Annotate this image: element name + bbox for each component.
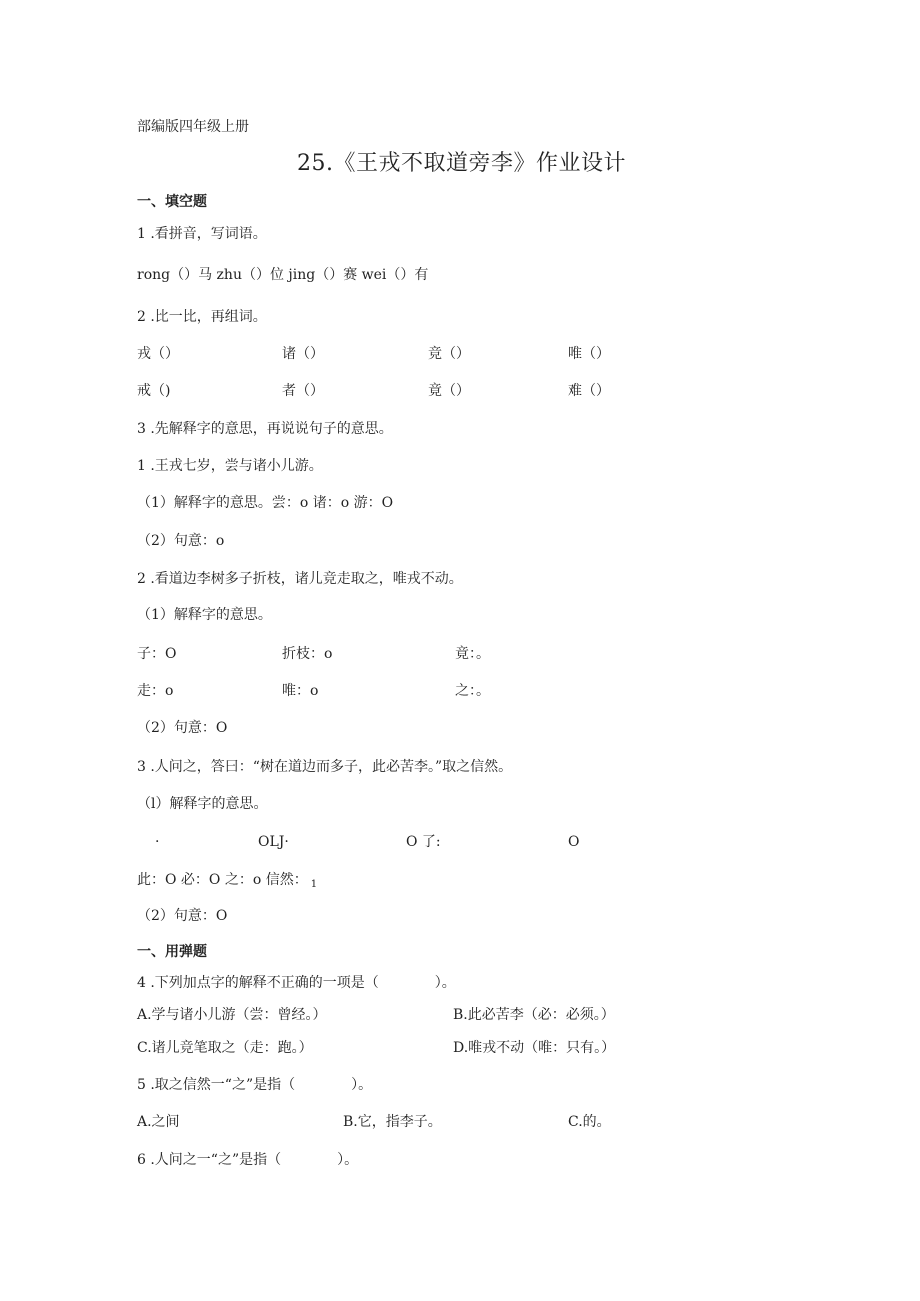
question-6-prompt: 6 .人问之一“之”是指（ ）。	[137, 1152, 359, 1168]
grade-label: 部编版四年级上册	[137, 119, 249, 135]
q3-s1-meaning: （2）句意：o	[137, 533, 225, 549]
q3-s3-word: OLJ·	[258, 834, 289, 850]
q3-sentence-2: 2 .看道边李树多子折枝，诸儿竞走取之，唯戎不动。	[137, 571, 463, 587]
q3-s2-explain: （1）解释字的意思。	[137, 607, 272, 623]
section-heading-choice: 一、用弹题	[137, 943, 207, 959]
q3-s2-word: 子：O	[137, 646, 177, 662]
q3-s2-meaning: （2）句意：O	[137, 720, 228, 736]
option-a: A.学与诸小儿游（尝：曾经。）	[137, 1007, 327, 1023]
section-heading-fill-blank: 一、填空题	[137, 193, 207, 209]
question-2-prompt: 2 .比一比，再组词。	[137, 309, 267, 325]
q3-s3-meaning: （2）句意：O	[137, 908, 228, 924]
compare-item: 难（）	[568, 383, 610, 399]
option-b: B.它，指李子。	[343, 1114, 442, 1130]
compare-item: 竟（）	[428, 383, 470, 399]
option-c: C.的。	[568, 1114, 611, 1130]
q3-sentence-1: 1 .王戎七岁，尝与诸小儿游。	[137, 458, 323, 474]
compare-item: 戎（）	[137, 346, 179, 362]
option-c: C.诸儿竞笔取之（走：跑。）	[137, 1040, 313, 1056]
page-title: 25.《王戎不取道旁李》作业设计	[297, 151, 626, 176]
question-4-prompt: 4 .下列加点字的解释不正确的一项是（ ）。	[137, 975, 456, 991]
question-1-prompt: 1 .看拼音，写词语。	[137, 226, 267, 242]
q3-s3-word: O 了:	[406, 834, 441, 850]
q3-s3-explain: （l）解释字的意思。	[137, 796, 268, 812]
q3-s2-word: 折枝：o	[282, 646, 333, 662]
footnote-mark: 1	[310, 879, 318, 890]
q3-sentence-3: 3 .人问之，答曰：“树在道边而多子，此必苦李。”取之信然。	[137, 759, 513, 775]
question-1-pinyin-line: rong（）马 zhu（）位 jing（）赛 wei（）有	[137, 267, 429, 283]
compare-item: 戒（)	[137, 383, 171, 399]
compare-item: 诸（）	[282, 346, 324, 362]
q3-s3-word: ·	[155, 834, 160, 850]
q3-s2-word: 走：o	[137, 683, 174, 699]
option-b: B.此必苦李（必：必须。）	[453, 1007, 615, 1023]
q3-s1-explain: （1）解释字的意思。尝：o 诸：o 游：O	[137, 495, 394, 511]
compare-item: 竞（）	[428, 346, 470, 362]
q3-s2-word: 竟：。	[455, 646, 490, 662]
option-a: A.之间	[137, 1114, 180, 1130]
question-5-prompt: 5 .取之信然一“之”是指（ ）。	[137, 1077, 373, 1093]
q3-s3-word-row: 此：O 必：O 之：o 信然： $_1$	[137, 872, 318, 890]
compare-item: 唯（）	[568, 346, 610, 362]
q3-s2-word: 之：。	[455, 683, 490, 699]
q3-s2-word: 唯：o	[282, 683, 319, 699]
option-d: D.唯戎不动（唯：只有。）	[453, 1040, 616, 1056]
compare-item: 者（）	[282, 383, 324, 399]
question-3-prompt: 3 .先解释字的意思，再说说句子的意思。	[137, 421, 393, 437]
q3-s3-word: O	[568, 834, 580, 850]
